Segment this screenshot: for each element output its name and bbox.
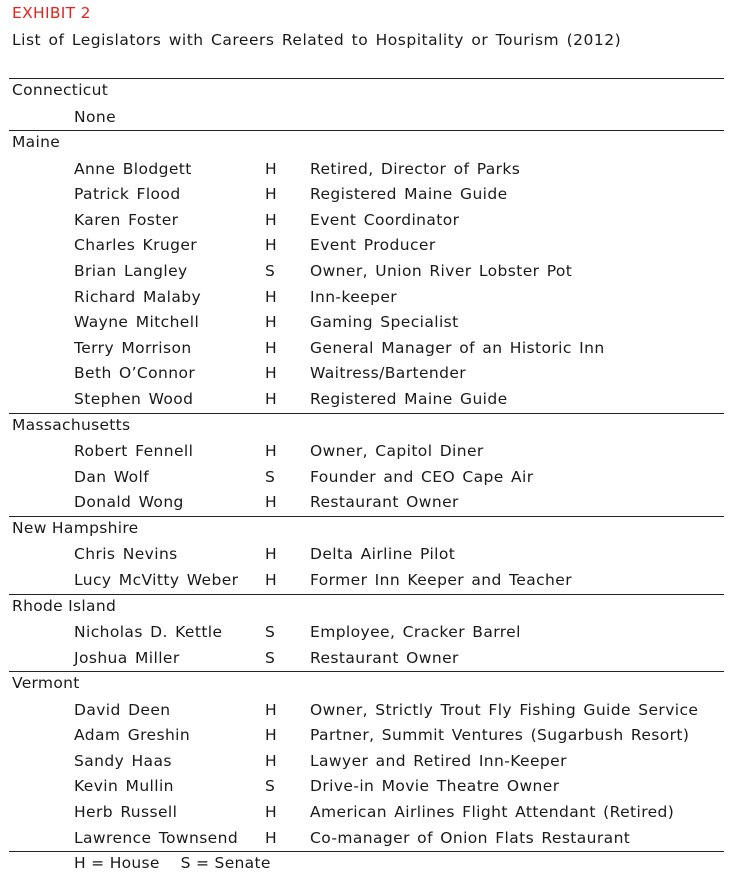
legislator-name: Robert Fennell [74,442,194,461]
chamber-code: H [265,313,278,332]
chamber-code: H [265,726,278,745]
career-description: Owner, Strictly Trout Fly Fishing Guide Service [310,700,699,719]
table-row [9,542,724,568]
legislator-name: None [74,107,117,126]
legislator-name: Chris Nevins [74,545,178,564]
career-description: Lawyer and Retired Inn-Keeper [310,751,567,770]
career-description: Owner, Union River Lobster Pot [310,261,573,280]
legislator-name: Sandy Haas [74,751,172,770]
table-row [9,361,724,387]
table-row [9,182,724,208]
chamber-code: H [265,545,278,564]
chamber-code: H [265,236,278,255]
legislator-name: Joshua Miller [74,648,180,667]
career-description: Waitress/Bartender [310,364,467,383]
legislator-name: Donald Wong [74,493,184,512]
chamber-code: H [265,338,278,357]
legislator-table [9,78,724,878]
state-group [9,516,724,594]
state-group [9,130,724,412]
chamber-code: H [265,210,278,229]
career-description: American Airlines Flight Attendant (Retired) [310,803,675,822]
chamber-code: S [265,777,276,796]
chamber-code: H [265,803,278,822]
table-row [9,285,724,311]
table-row [9,698,724,724]
table-row [9,646,724,672]
table-row [9,259,724,285]
state-heading: Maine [12,133,61,152]
table-row [9,800,724,826]
legislator-name: Patrick Flood [74,185,181,204]
state-group [9,594,724,672]
table-row [9,387,724,413]
career-description: Partner, Summit Ventures (Sugarbush Resort) [310,726,690,745]
chamber-code: H [265,700,278,719]
chamber-code: H [265,751,278,770]
table-row [9,568,724,594]
table-row [9,208,724,234]
legislator-name: Lawrence Townsend [74,828,239,847]
legislator-name: Brian Langley [74,261,188,280]
legislator-name: Beth O’Connor [74,364,196,383]
career-description: Employee, Cracker Barrel [310,623,521,641]
career-description: Owner, Capitol Diner [310,442,484,461]
legislator-name: Stephen Wood [74,389,194,408]
chamber-code: S [265,648,276,667]
state-heading: Connecticut [12,81,109,99]
legislator-name: Dan Wolf [74,467,150,486]
table-row [9,490,724,516]
career-description: Co-manager of Onion Flats Restaurant [310,828,631,847]
career-description: Inn-keeper [310,287,398,306]
career-description: Drive-in Movie Theatre Owner [310,777,560,796]
legend-footer: H = House S = Senate [9,851,724,878]
state-group [9,413,724,516]
table-row [9,233,724,259]
legislator-name: Anne Blodgett [74,159,192,178]
table-row [9,826,724,852]
chamber-code: H [265,159,278,178]
legislator-name: Terry Morrison [74,338,192,357]
career-description: Gaming Specialist [310,313,459,332]
table-row [9,620,724,646]
career-description: Delta Airline Pilot [310,545,456,564]
legislator-name: Charles Kruger [74,236,198,255]
chamber-code: H [265,185,278,204]
table-row [9,774,724,800]
document-title: List of Legislators with Careers Related to Hospitality or Tourism (2012) [12,31,622,49]
table-row [9,465,724,491]
legislator-name: Karen Foster [74,210,179,229]
chamber-code: H [265,493,278,512]
career-description: Restaurant Owner [310,648,459,667]
exhibit-label: EXHIBIT 2 [12,4,91,22]
table-row [9,157,724,183]
state-heading: Massachusetts [12,415,131,434]
legislator-name: Adam Greshin [74,726,191,745]
legislator-name: David Deen [74,700,171,719]
legislator-name: Nicholas D. Kettle [74,623,223,641]
chamber-code: H [265,442,278,461]
chamber-code: H [265,828,278,847]
career-description: Retired, Director of Parks [310,159,521,178]
state-heading: Vermont [12,674,80,693]
table-row [9,310,724,336]
table-row [9,336,724,362]
career-description: Event Producer [310,236,436,255]
chamber-code: H [265,570,278,589]
career-description: General Manager of an Historic Inn [310,338,605,357]
career-description: Former Inn Keeper and Teacher [310,570,572,589]
career-description: Event Coordinator [310,210,460,229]
chamber-code: S [265,623,276,641]
legislator-name: Kevin Mullin [74,777,174,796]
chamber-code: S [265,467,276,486]
state-group [9,671,724,851]
career-description: Restaurant Owner [310,493,459,512]
legislator-name: Richard Malaby [74,287,202,306]
state-heading: Rhode Island [12,596,117,615]
chamber-code: H [265,389,278,408]
career-description: Founder and CEO Cape Air [310,467,534,486]
state-group [9,78,724,130]
table-row [9,749,724,775]
state-heading: New Hampshire [12,518,139,537]
chamber-code: H [265,287,278,306]
table-row [9,105,724,131]
career-description: Registered Maine Guide [310,389,508,408]
legislator-name: Herb Russell [74,803,178,822]
table-row [9,723,724,749]
career-description: Registered Maine Guide [310,185,508,204]
table-row [9,439,724,465]
legislator-name: Lucy McVitty Weber [74,570,239,589]
chamber-code: H [265,364,278,383]
legislator-name: Wayne Mitchell [74,313,200,332]
chamber-code: S [265,261,276,280]
